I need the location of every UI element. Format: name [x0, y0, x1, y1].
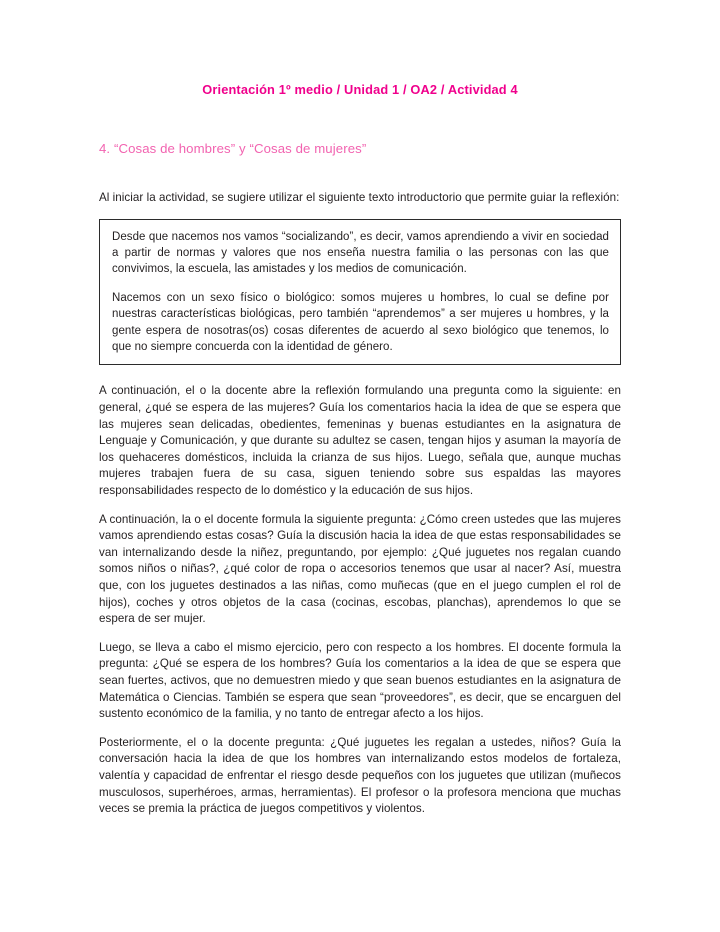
document-header-breadcrumb: Orientación 1º medio / Unidad 1 / OA2 / Actividad 4 — [202, 82, 518, 97]
introductory-text-box — [99, 219, 621, 366]
body-paragraph-2: A continuación, la o el docente formula la siguiente pregunta: ¿Cómo creen ustedes que las mujeres vamos aprendiendo estas cosas? Guía la discusión hacia la idea de que estas responsabilidades se van internalizando desde la niñez, preguntando, por ejemplo: ¿Qué juguetes nos regalan cuando somos niños o niñas?, ¿qué color de ropa o accesorios tenemos que usar al nacer? Así, muestra que, con los juguetes destinados a las niñas, como muñecas (que en el juego cumplen el rol de hijos), coches y otros objetos de la casa (cocinas, escobas, planchas), aprendemos lo que se espera de ser mujer. — [99, 512, 621, 626]
activity-title: 4. “Cosas de hombres” y “Cosas de mujeres” — [99, 141, 367, 156]
body-paragraph-1: A continuación, el o la docente abre la reflexión formulando una pregunta como la siguiente: en general, ¿qué se espera de las mujeres? Guía los comentarios hacia la idea de que se espera que las mujeres sean delicadas, obedientes, femeninas y buenas estudiantes en la asignatura de Lenguaje y Comunicación, y que durante su adultez se casen, tengan hijos y asuman la mayoría de los quehaceres domésticos, incluida la crianza de sus hijos. Luego, señala que, aunque muchas mujeres trabajen fuera de su casa, siguen teniendo sobre sus espaldas las mayores responsabilidades respecto de lo doméstico y la educación de sus hijos. — [99, 384, 621, 497]
document-body — [99, 190, 621, 818]
quote-box-paragraph-2: Nacemos con un sexo físico o biológico: somos mujeres u hombres, lo cual se define por nuestras características biológicas, pero también “aprendemos” a ser mujeres u hombres, y la gente espera de nosotras(os) cosas diferentes de acuerdo al sexo biológico que tenemos, lo que no siempre concuerda con la identidad de género. — [112, 291, 609, 354]
body-paragraph-4: Posteriormente, el o la docente pregunta: ¿Qué juguetes les regalan a ustedes, niños? Guía la conversación hacia la idea de que los hombres van internalizando estos modelos de fortaleza, valentía y capacidad de enfrentar el riesgo desde pequeños con los juguetes que utilizan (muñecos musculosos, superhéroes, armas, herramientas). El profesor o la profesora menciona que muchas veces se premia la práctica de juegos competitivos y violentos. — [99, 735, 621, 816]
quote-box-paragraph-1: Desde que nacemos nos vamos “socializando”, es decir, vamos aprendiendo a vivir en sociedad a partir de normas y valores que nos enseña nuestra familia o las personas con las que convivimos, la escuela, las amistades y los medios de comunicación. — [112, 230, 609, 276]
intro-lead-paragraph: Al iniciar la actividad, se sugiere utilizar el siguiente texto introductorio que permite guiar la reflexión: — [99, 191, 620, 204]
body-paragraph-3: Luego, se lleva a cabo el mismo ejercicio, pero con respecto a los hombres. El docente formula la pregunta: ¿Qué se espera de los hombres? Guía los comentarios a la idea de que se espera que sean fuertes, activos, que no demuestren miedo y que sean buenos estudiantes en la asignatura de Matemática o Ciencias. También se espera que sean “proveedores”, es decir, que se encarguen del sustento económico de la familia, y no tanto de entregar afecto a los hijos. — [99, 640, 621, 721]
